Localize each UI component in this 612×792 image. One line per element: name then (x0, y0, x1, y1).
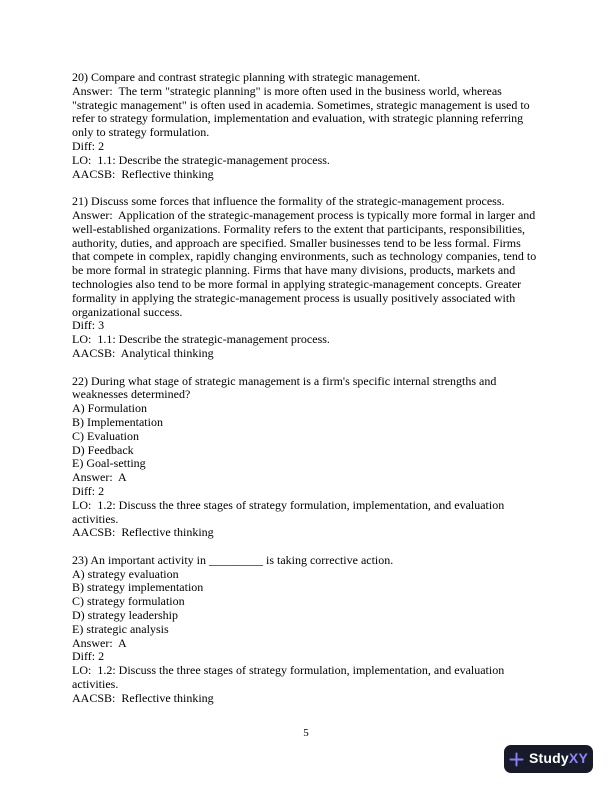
choice-line: C) Evaluation (72, 428, 139, 443)
logo-text-study: Study (529, 750, 569, 767)
question-block-21 (72, 195, 540, 361)
question-prompt: 23) An important activity in _________ is taking corrective action. (72, 552, 394, 567)
logo-text-wrap (529, 752, 588, 766)
diff-line: Diff: 3 (72, 318, 105, 333)
page-number: 5 (303, 727, 309, 739)
aacsb-line: AACSB: Reflective thinking (72, 690, 214, 705)
diff-line: Diff: 2 (72, 649, 105, 664)
choice-line: B) strategy implementation (72, 580, 204, 595)
choice-line: D) Feedback (72, 442, 134, 457)
question-list (72, 71, 540, 719)
choice-line: E) strategic analysis (72, 621, 169, 636)
question-prompt: 20) Compare and contrast strategic planning with strategic management. (72, 70, 421, 84)
choice-line: A) Formulation (72, 401, 147, 416)
aacsb-line: AACSB: Reflective thinking (72, 525, 214, 540)
answer-text: Answer: The term "strategic planning" is more often used in the business world, whereas "strategic management" is often used in academia. Sometimes, strategic management is used to refer to strategy formulation, implementation and evaluation, with strategic planning referring only to strategy formulation. (72, 83, 533, 140)
studyxy-logo (504, 745, 593, 773)
lo-line: LO: 1.1: Describe the strategic-management process. (72, 332, 330, 347)
choice-line: D) strategy leadership (72, 608, 178, 623)
lo-line: LO: 1.1: Describe the strategic-management process. (72, 152, 330, 167)
choice-line: E) Goal-setting (72, 456, 146, 471)
lo-line: LO: 1.2: Discuss the three stages of strategy formulation, implementation, and evaluation activities. (72, 497, 508, 526)
answer-text: Answer: Application of the strategic-management process is typically more formal in larger and well-established organizations. Formality refers to the extent that participants, responsibilities, authority, duties, and approach are specified. Smaller businesses tend to be less formal. Firms that compete in complex, rapidly changing environments, such as technology companies, tend to be more formal in strategic planning. Firms that have many divisions, products, markets and technologies also tend to be more formal in applying strategic-management concepts. Greater formality in applying the strategic-management process is usually positively associated with organizational success. (72, 207, 540, 319)
diff-line: Diff: 2 (72, 138, 105, 153)
question-prompt: 21) Discuss some forces that influence the formality of the strategic-management process. (72, 194, 505, 209)
answer-text: Answer: A (72, 635, 127, 650)
question-prompt: 22) During what stage of strategic management is a firm's specific internal strengths and weaknesses determined? (72, 373, 500, 402)
question-block-23 (72, 554, 540, 706)
aacsb-line: AACSB: Analytical thinking (72, 345, 214, 360)
plus-icon (509, 752, 524, 767)
logo-text-xy: XY (568, 750, 588, 767)
aacsb-line: AACSB: Reflective thinking (72, 166, 214, 181)
question-block-22 (72, 375, 540, 541)
diff-line: Diff: 2 (72, 483, 105, 498)
answer-text: Answer: A (72, 470, 127, 485)
choice-line: A) strategy evaluation (72, 566, 179, 581)
choice-line: C) strategy formulation (72, 594, 185, 609)
question-block-20 (72, 71, 540, 181)
lo-line: LO: 1.2: Discuss the three stages of strategy formulation, implementation, and evaluation activities. (72, 663, 508, 692)
choice-line: B) Implementation (72, 414, 163, 429)
page-footer (0, 727, 612, 740)
